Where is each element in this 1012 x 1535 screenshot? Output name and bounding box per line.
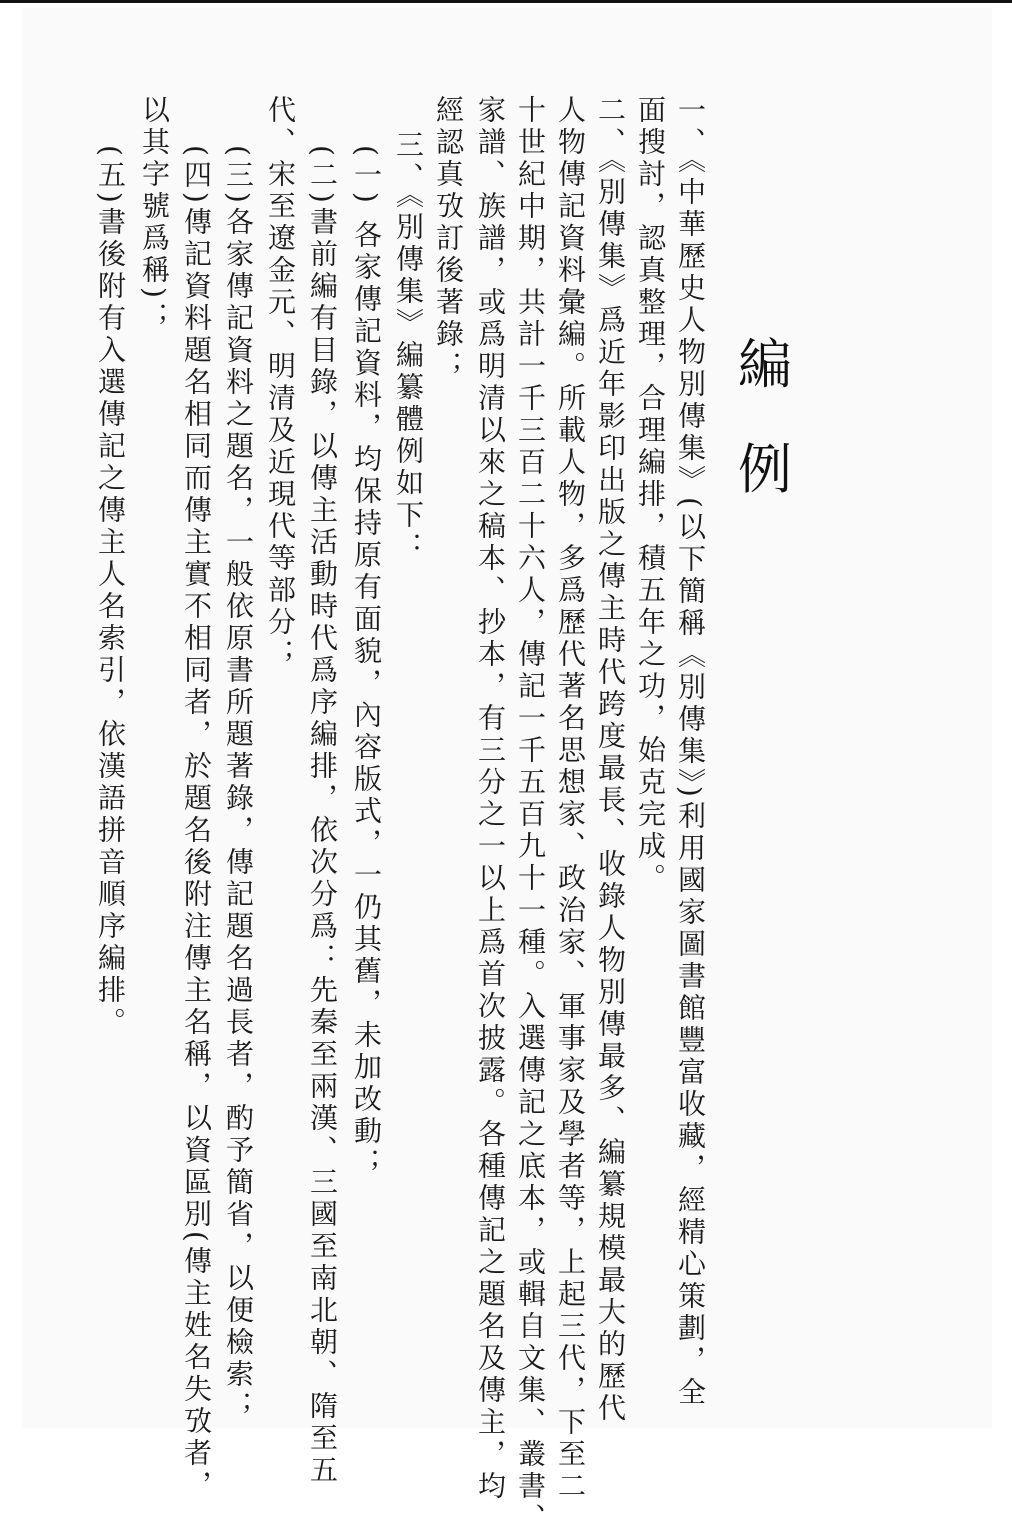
text-column-10: (二)書前編有目錄，以傳主活動時代爲序編排，依次分爲：先秦至兩漢、三國至南北朝、隋至五 xyxy=(306,145,339,1487)
text-column-5: 十世紀中期，共計一千三百二十六人，傳記一千五百九十一種。入選傳記之底本，或輯自文集、叢書、 xyxy=(514,95,547,1535)
top-border-line xyxy=(0,0,1012,3)
text-column-6: 家譜、族譜，或爲明清以來之稿本、抄本，有三分之一以上爲首次披露。各種傳記之題名及傳主，均 xyxy=(474,95,507,1503)
text-column-11: 代、宋至遼金元、明清及近現代等部分； xyxy=(264,95,297,671)
text-column-9: (一) 各家傳記資料，均保持原有面貌，內容版式，一仍其舊，未加改動； xyxy=(350,145,383,1180)
text-column-3: 二、《別傳集》爲近年影印出版之傳主時代跨度最長、收錄人物別傳最多、編纂規模最大的歷代 xyxy=(594,95,627,1425)
title-char-2: 例 xyxy=(738,438,792,501)
text-column-1: 一、《中華歷史人物別傳集》(以下簡稱《別傳集》)利用國家圖書館豐富收藏，經精心策劃，全 xyxy=(674,95,707,1409)
text-column-14: 以其字號爲稱)； xyxy=(138,95,171,334)
title-char-1: 編 xyxy=(738,333,792,396)
text-column-13: (四)傳記資料題名相同而傳主實不相同者，於題名後附注傳主名稱，以資區別(傳主姓名失攷者， xyxy=(180,145,213,1502)
text-column-2: 面搜討，認真整理，合理編排，積五年之功，始克完成。 xyxy=(634,95,667,895)
text-column-12: (三)各家傳記資料之題名，一般依原書所題著錄，傳記題名過長者，酌予簡省，以便檢索； xyxy=(222,145,255,1423)
text-column-7: 經認真攷訂後著錄； xyxy=(432,95,465,383)
text-column-15: (五)書後附有入選傳記之傳主人名索引，依漢語拼音順序編排。 xyxy=(94,145,127,1039)
text-column-8: 三、《別傳集》編纂體例如下： xyxy=(392,130,425,564)
text-column-4: 人物傳記資料彙編。所載人物，多爲歷代著名思想家、政治家、軍事家及學者等，上起三代，下至二 xyxy=(554,95,587,1503)
